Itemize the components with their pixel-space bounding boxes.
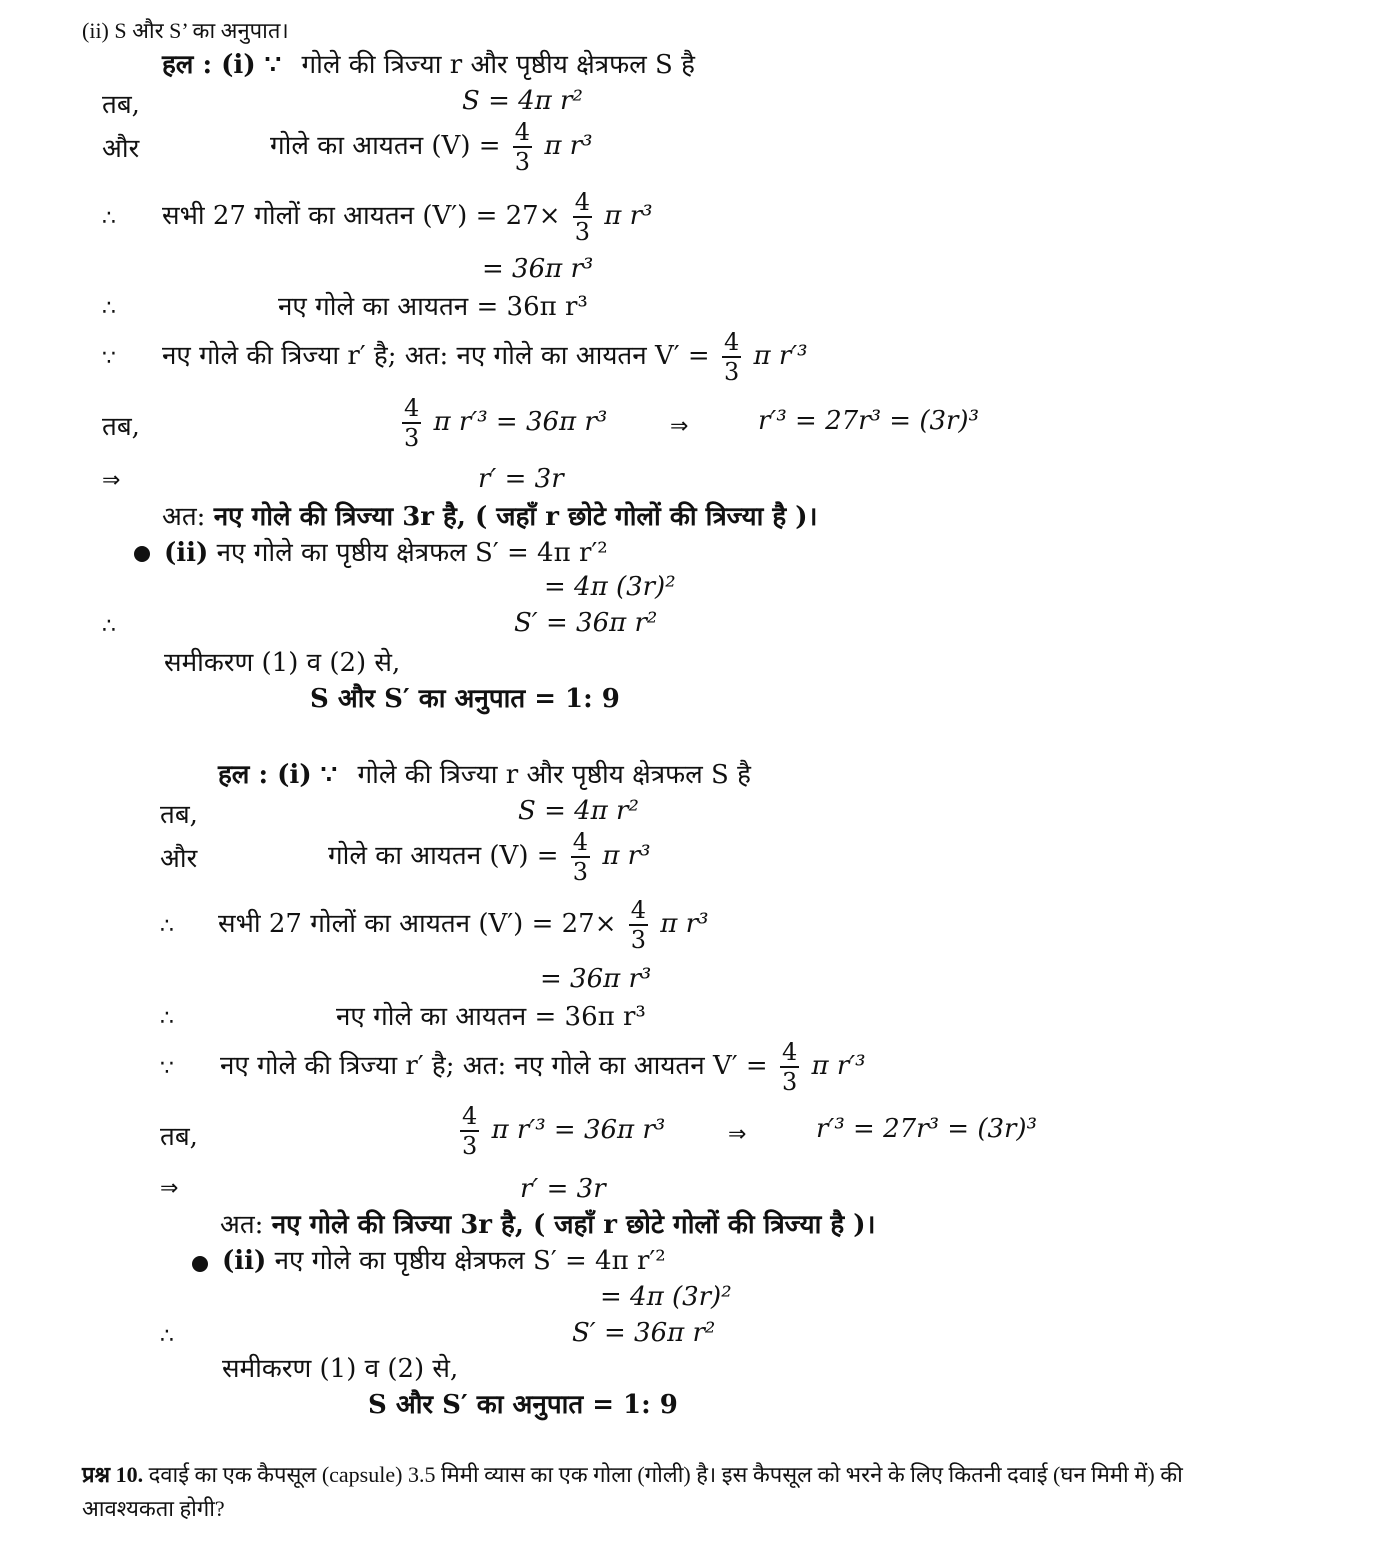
r-prime-eq: r′ = 3r xyxy=(520,1174,606,1204)
fraction xyxy=(402,396,421,450)
then-label: तब, xyxy=(102,412,140,442)
equation-reference: समीकरण (1) व (2) से, xyxy=(164,648,401,678)
new-radius-tail: π r′³ xyxy=(811,1051,866,1081)
atah-label: अत: xyxy=(162,502,206,532)
therefore-symbol: ∴ xyxy=(102,206,116,231)
denominator: 3 xyxy=(462,1132,478,1160)
numerator: 4 xyxy=(723,328,740,356)
all-volume-tail: π r³ xyxy=(660,909,709,939)
conclusion-text: नए गोले की त्रिज्या 3r है, ( जहाँ r छोटे गोलों की त्रिज्या है )। xyxy=(271,1210,876,1240)
eq-surface-area: S = 4π r² xyxy=(518,796,639,826)
part2-text: नए गोले का पृष्ठीय क्षेत्रफल S′ = 4π r′² xyxy=(216,538,608,568)
eq-36pi: = 36π r³ xyxy=(540,964,652,994)
then-result: r′³ = 27r³ = (3r)³ xyxy=(816,1114,1037,1144)
r-prime-eq: r′ = 3r xyxy=(478,464,564,494)
numerator: 4 xyxy=(781,1038,798,1066)
conclusion-line xyxy=(162,504,817,530)
then-label: तब, xyxy=(160,1122,198,1152)
volume-tail: π r³ xyxy=(544,131,593,161)
numerator: 4 xyxy=(630,896,647,924)
question-10 xyxy=(82,1464,1183,1486)
fraction xyxy=(571,830,590,884)
new-radius-tail: π r′³ xyxy=(753,341,808,371)
all-volume-label: सभी 27 गोलों का आयतन (V′) = 27× xyxy=(218,909,617,939)
question-10-line2: आवश्यकता होगी? xyxy=(82,1496,225,1521)
implies-symbol: ⇒ xyxy=(102,468,121,493)
eq-36pi: = 36π r³ xyxy=(482,254,594,284)
volume-label: गोले का आयतन (V) = xyxy=(328,841,559,871)
since-symbol: ∵ xyxy=(102,346,116,371)
heading-text: गोले की त्रिज्या r और पृष्ठीय क्षेत्रफल S है xyxy=(301,50,695,80)
final-ratio: S और S′ का अनुपात = 1: 9 xyxy=(368,1390,678,1420)
therefore-symbol: ∴ xyxy=(160,1324,174,1349)
new-radius-text: नए गोले की त्रिज्या r′ है; अत: नए गोले का आयतन V′ = xyxy=(162,341,710,371)
part2-eq2: = 4π (3r)² xyxy=(544,572,676,602)
part2-eq2: = 4π (3r)² xyxy=(600,1282,732,1312)
new-radius-line xyxy=(220,1040,866,1094)
implies-symbol: ⇒ xyxy=(728,1122,747,1147)
new-volume-line: नए गोले का आयतन = 36π r³ xyxy=(336,1002,646,1032)
part2-label: (ii) xyxy=(222,1246,267,1276)
therefore-symbol: ∴ xyxy=(160,914,174,939)
denominator: 3 xyxy=(630,926,647,954)
then-equation xyxy=(456,1104,665,1158)
final-ratio: S और S′ का अनुपात = 1: 9 xyxy=(310,684,620,714)
volume-label: गोले का आयतन (V) = xyxy=(270,131,501,161)
numerator: 4 xyxy=(574,188,591,216)
all-volume-equation xyxy=(218,898,709,952)
denominator: 3 xyxy=(572,858,589,886)
then-eq: π r′³ = 36π r³ xyxy=(491,1115,666,1145)
new-radius-line xyxy=(162,330,808,384)
heading-text: गोले की त्रिज्या r और पृष्ठीय क्षेत्रफल S है xyxy=(357,760,751,790)
fraction xyxy=(780,1040,799,1094)
denominator: 3 xyxy=(723,358,740,386)
question-text: दवाई का एक कैपसूल (capsule) 3.5 मिमी व्यास का एक गोला (गोली) है। इस कैपसूल को भरने के लिए कितनी दवाई (घन मिमी में) की xyxy=(148,1462,1183,1487)
then-label: तब, xyxy=(102,90,140,120)
question-label: प्रश्न 10. xyxy=(82,1462,144,1487)
atah-label: अत: xyxy=(220,1210,264,1240)
denominator: 3 xyxy=(574,218,591,246)
conclusion-text: नए गोले की त्रिज्या 3r है, ( जहाँ r छोटे गोलों की त्रिज्या है )। xyxy=(213,502,818,532)
heading-prefix: हल : (i) ∵ xyxy=(218,760,338,790)
fraction xyxy=(460,1104,479,1158)
therefore-symbol: ∴ xyxy=(102,614,116,639)
new-volume-line: नए गोले का आयतन = 36π r³ xyxy=(278,292,588,322)
bullet-dot xyxy=(192,1256,208,1272)
solution-heading xyxy=(218,762,751,788)
part2-line xyxy=(222,1248,666,1274)
part2-label: (ii) xyxy=(164,538,209,568)
denominator: 3 xyxy=(514,148,531,176)
volume-equation xyxy=(328,830,651,884)
fraction xyxy=(629,898,648,952)
therefore-symbol: ∴ xyxy=(102,296,116,321)
part2-line xyxy=(164,540,608,566)
then-result: r′³ = 27r³ = (3r)³ xyxy=(758,406,979,436)
numerator: 4 xyxy=(572,828,589,856)
implies-symbol: ⇒ xyxy=(160,1176,179,1201)
numerator: 4 xyxy=(404,394,420,422)
numerator: 4 xyxy=(514,118,531,146)
fraction xyxy=(513,120,532,174)
then-label: तब, xyxy=(160,800,198,830)
all-volume-tail: π r³ xyxy=(604,201,653,231)
implies-symbol: ⇒ xyxy=(670,414,689,439)
volume-tail: π r³ xyxy=(602,841,651,871)
part2-text: नए गोले का पृष्ठीय क्षेत्रफल S′ = 4π r′² xyxy=(274,1246,666,1276)
then-equation xyxy=(398,396,607,450)
volume-equation xyxy=(270,120,593,174)
eq-surface-area: S = 4π r² xyxy=(462,86,583,116)
solution-heading xyxy=(162,52,695,78)
intro-line: (ii) S और S’ का अनुपात। xyxy=(82,18,289,43)
heading-prefix: हल : (i) ∵ xyxy=(162,50,282,80)
therefore-symbol: ∴ xyxy=(160,1006,174,1031)
since-symbol: ∵ xyxy=(160,1056,174,1081)
part2-eq3: S′ = 36π r² xyxy=(514,608,658,638)
numerator: 4 xyxy=(462,1102,478,1130)
new-radius-text: नए गोले की त्रिज्या r′ है; अत: नए गोले का आयतन V′ = xyxy=(220,1051,768,1081)
fraction xyxy=(573,190,592,244)
conclusion-line xyxy=(220,1212,875,1238)
then-eq: π r′³ = 36π r³ xyxy=(433,407,608,437)
and-label: और xyxy=(160,844,198,874)
all-volume-equation xyxy=(162,190,653,244)
part2-eq3: S′ = 36π r² xyxy=(572,1318,716,1348)
denominator: 3 xyxy=(781,1068,798,1096)
denominator: 3 xyxy=(404,424,420,452)
equation-reference: समीकरण (1) व (2) से, xyxy=(222,1354,459,1384)
and-label: और xyxy=(102,134,140,164)
bullet-dot xyxy=(134,546,150,562)
all-volume-label: सभी 27 गोलों का आयतन (V′) = 27× xyxy=(162,201,561,231)
fraction xyxy=(722,330,741,384)
